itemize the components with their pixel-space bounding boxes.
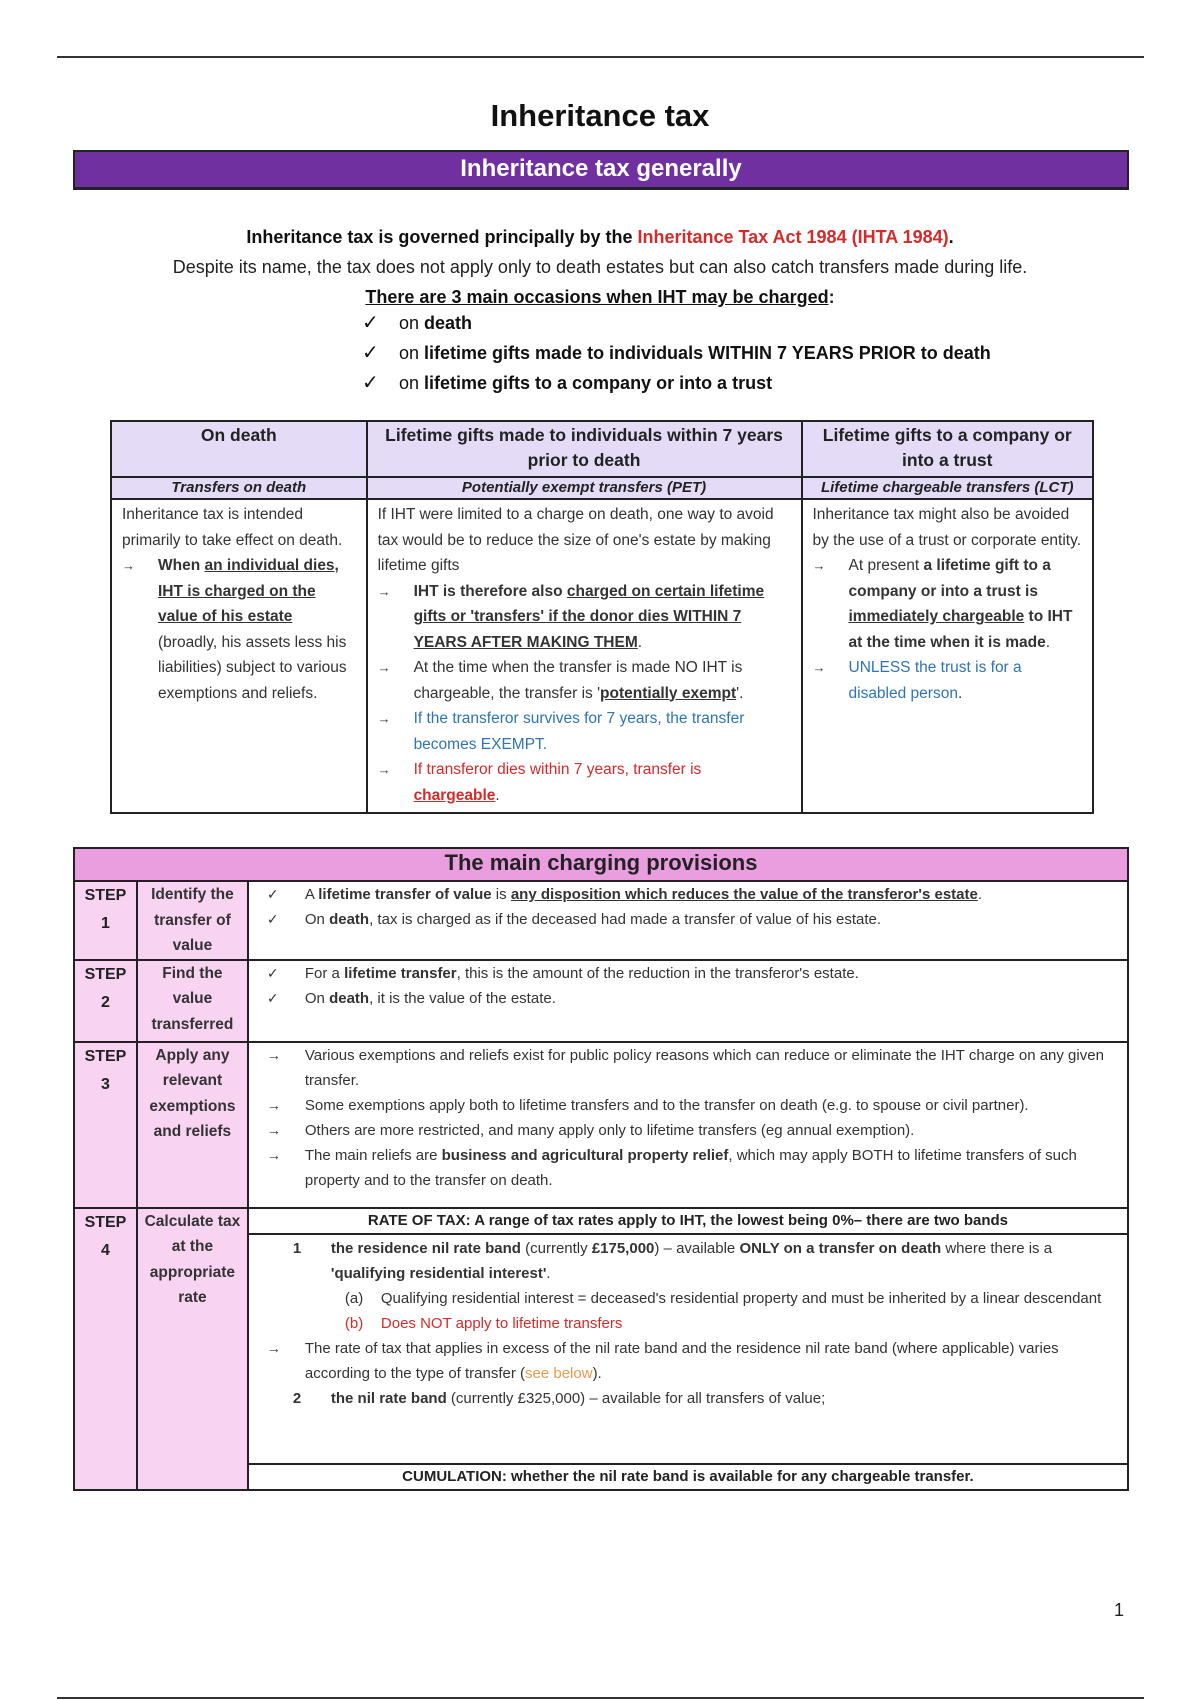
arrow-icon: → (377, 762, 391, 777)
list-item: ✓ On death, it is the value of the estate. (259, 986, 1117, 1011)
list-item: → If transferor dies within 7 years, transfer is chargeable. (378, 757, 791, 808)
arrow-icon: → (377, 711, 391, 726)
step-2-label: Find the value transferred (137, 960, 248, 1042)
step-1-content (248, 881, 1128, 960)
check-icon: ✓ (362, 312, 379, 334)
list-item: 1 the residence nil rate band (currently £175,000) – available ONLY on a transfer on death where there is a 'qualifying residential interest'. (292, 1239, 1053, 1282)
step-1-cell: STEP 1 (74, 881, 137, 960)
list-item: (b) Does NOT apply to lifetime transfers (344, 1314, 623, 1332)
list-item: → The rate of tax that applies in excess of the nil rate band and the residence nil rate band (where applicable) varies according to the type of transfer (see below). (259, 1336, 1117, 1386)
arrow-icon: → (812, 558, 826, 573)
step-1-label: Identify the transfer of value (137, 881, 248, 960)
arrow-icon: → (266, 1146, 281, 1163)
step-3-cell: STEP 3 (74, 1042, 137, 1208)
arrow-icon: → (266, 1339, 281, 1356)
step-4-cell: STEP 4 (74, 1208, 137, 1490)
col-sub-pet: Potentially exempt transfers (PET) (367, 477, 802, 499)
top-rule (57, 56, 1144, 58)
list-item: 2 the nil rate band (currently £325,000) – available for all transfers of value; (292, 1389, 826, 1407)
step-3-content (248, 1042, 1128, 1208)
list-item: ✓ on lifetime gifts made to individuals WITHIN 7 YEARS PRIOR to death (362, 338, 991, 368)
arrow-icon: → (266, 1046, 281, 1063)
arrow-icon: → (266, 1121, 281, 1138)
list-item: → IHT is therefore also charged on certain lifetime gifts or 'transfers' if the donor dies WITHIN 7 YEARS AFTER MAKING THEM. (378, 579, 791, 656)
cell-lct: Inheritance tax might also be avoided by the use of a trust or corporate entity. → At present a lifetime gift to a company or into a trust is immediately chargeable to IHT at the time when it is made. → UNLESS the trust is for a disabled person. (802, 499, 1094, 813)
charging-provisions-table (73, 847, 1129, 1491)
tick-icon: ✓ (266, 989, 279, 1006)
intro-block (0, 222, 1200, 312)
cumulation-footer: CUMULATION: whether the nil rate band is available for any chargeable transfer. (249, 1463, 1127, 1489)
arrow-icon: → (266, 1096, 281, 1113)
list-item: → At present a lifetime gift to a company or into a trust is immediately chargeable to IHT at the time when it is made. (813, 553, 1083, 655)
col-header-death: On death (111, 421, 367, 477)
intro-line-2: Despite its name, the tax does not apply only to death estates but can also catch transfers made during life. (172, 257, 1028, 277)
rate-of-tax-header: RATE OF TAX: A range of tax rates apply to IHT, the lowest being 0%– there are two bands (249, 1209, 1127, 1235)
occasions-heading: There are 3 main occasions when IHT may be charged: (365, 287, 835, 307)
list-item: → UNLESS the trust is for a disabled person. (813, 655, 1083, 706)
section-title-bar: Inheritance tax generally (73, 150, 1129, 190)
list-item: → The main reliefs are business and agricultural property relief, which may apply BOTH to lifetime transfers of such property and to the transfer on death. (259, 1143, 1117, 1193)
cell-pet: If IHT were limited to a charge on death, one way to avoid tax would be to reduce the size of one's estate by making lifetime gifts → IHT is therefore also charged on certain lifetime gifts or 'transfers' if the donor dies WITHIN 7 YEARS AFTER MAKING THEM. → At the time when the transfer is made NO IHT is chargeable, the transfer is 'potentially exempt'. → If the transferor survives for 7 years, the transfer becomes EXEMPT. → If transferor dies within 7 years, transfer is chargeable. (367, 499, 802, 813)
bottom-rule (57, 1697, 1144, 1699)
page-number: 1 (1114, 1600, 1125, 1620)
step-4-label: Calculate tax at the appropriate rate (137, 1208, 248, 1490)
arrow-icon: → (122, 558, 135, 573)
page-title: Inheritance tax (490, 98, 710, 133)
list-item: → Various exemptions and reliefs exist for public policy reasons which can reduce or eliminate the IHT charge on any given transfer. (259, 1043, 1117, 1093)
list-item: ✓ A lifetime transfer of value is any disposition which reduces the value of the transferor's estate. (259, 882, 1117, 907)
col-sub-lct: Lifetime chargeable transfers (LCT) (802, 477, 1094, 499)
list-item: ✓ on death (362, 308, 991, 338)
step-4-content (248, 1208, 1128, 1490)
col-header-lct: Lifetime gifts to a company or into a trust (802, 421, 1094, 477)
intro-line-1: Inheritance tax is governed principally by the Inheritance Tax Act 1984 (IHTA 1984). (246, 227, 954, 247)
list-item: ✓ on lifetime gifts to a company or into a trust (362, 368, 991, 398)
arrow-icon: → (377, 660, 391, 675)
list-item: ✓ On death, tax is charged as if the deceased had made a transfer of value of his estate. (259, 907, 1117, 932)
list-item: → Others are more restricted, and many apply only to lifetime transfers (eg annual exemption). (259, 1118, 1117, 1143)
cell-death: Inheritance tax is intended primarily to take effect on death. → When an individual dies, IHT is charged on the value of his estate (broadly, his assets less his liabilities) subject to various exemptions and reliefs. (111, 499, 367, 813)
step-2-cell: STEP 2 (74, 960, 137, 1042)
act-reference: Inheritance Tax Act 1984 (IHTA 1984) (637, 227, 949, 247)
step-2-content (248, 960, 1128, 1042)
list-item: → Some exemptions apply both to lifetime transfers and to the transfer on death (e.g. to spouse or civil partner). (259, 1093, 1117, 1118)
tick-icon: ✓ (266, 911, 279, 927)
tick-icon: ✓ (266, 964, 279, 981)
col-header-pet: Lifetime gifts made to individuals within 7 years prior to death (367, 421, 802, 477)
arrow-icon: → (812, 660, 826, 675)
tick-icon: ✓ (266, 886, 279, 902)
occasions-list (362, 308, 991, 398)
occasions-table (110, 420, 1094, 814)
list-item: → If the transferor survives for 7 years, the transfer becomes EXEMPT. (378, 706, 791, 757)
check-icon: ✓ (362, 372, 379, 394)
arrow-icon: → (377, 583, 391, 599)
list-item: → When an individual dies, IHT is charged on the value of his estate (broadly, his assets less his liabilities) subject to various exemptions and reliefs. (122, 553, 356, 706)
check-icon: ✓ (362, 342, 379, 364)
col-sub-death: Transfers on death (111, 477, 367, 499)
list-item: (a) Qualifying residential interest = deceased's residential property and must be inherited by a linear descendant (344, 1289, 1102, 1307)
step-3-label: Apply any relevant exemptions and reliefs (137, 1042, 248, 1208)
list-item: ✓ For a lifetime transfer, this is the amount of the reduction in the transferor's estate. (259, 961, 1117, 986)
provisions-title: The main charging provisions (74, 848, 1128, 881)
list-item: → At the time when the transfer is made NO IHT is chargeable, the transfer is 'potentially exempt'. (378, 655, 791, 706)
